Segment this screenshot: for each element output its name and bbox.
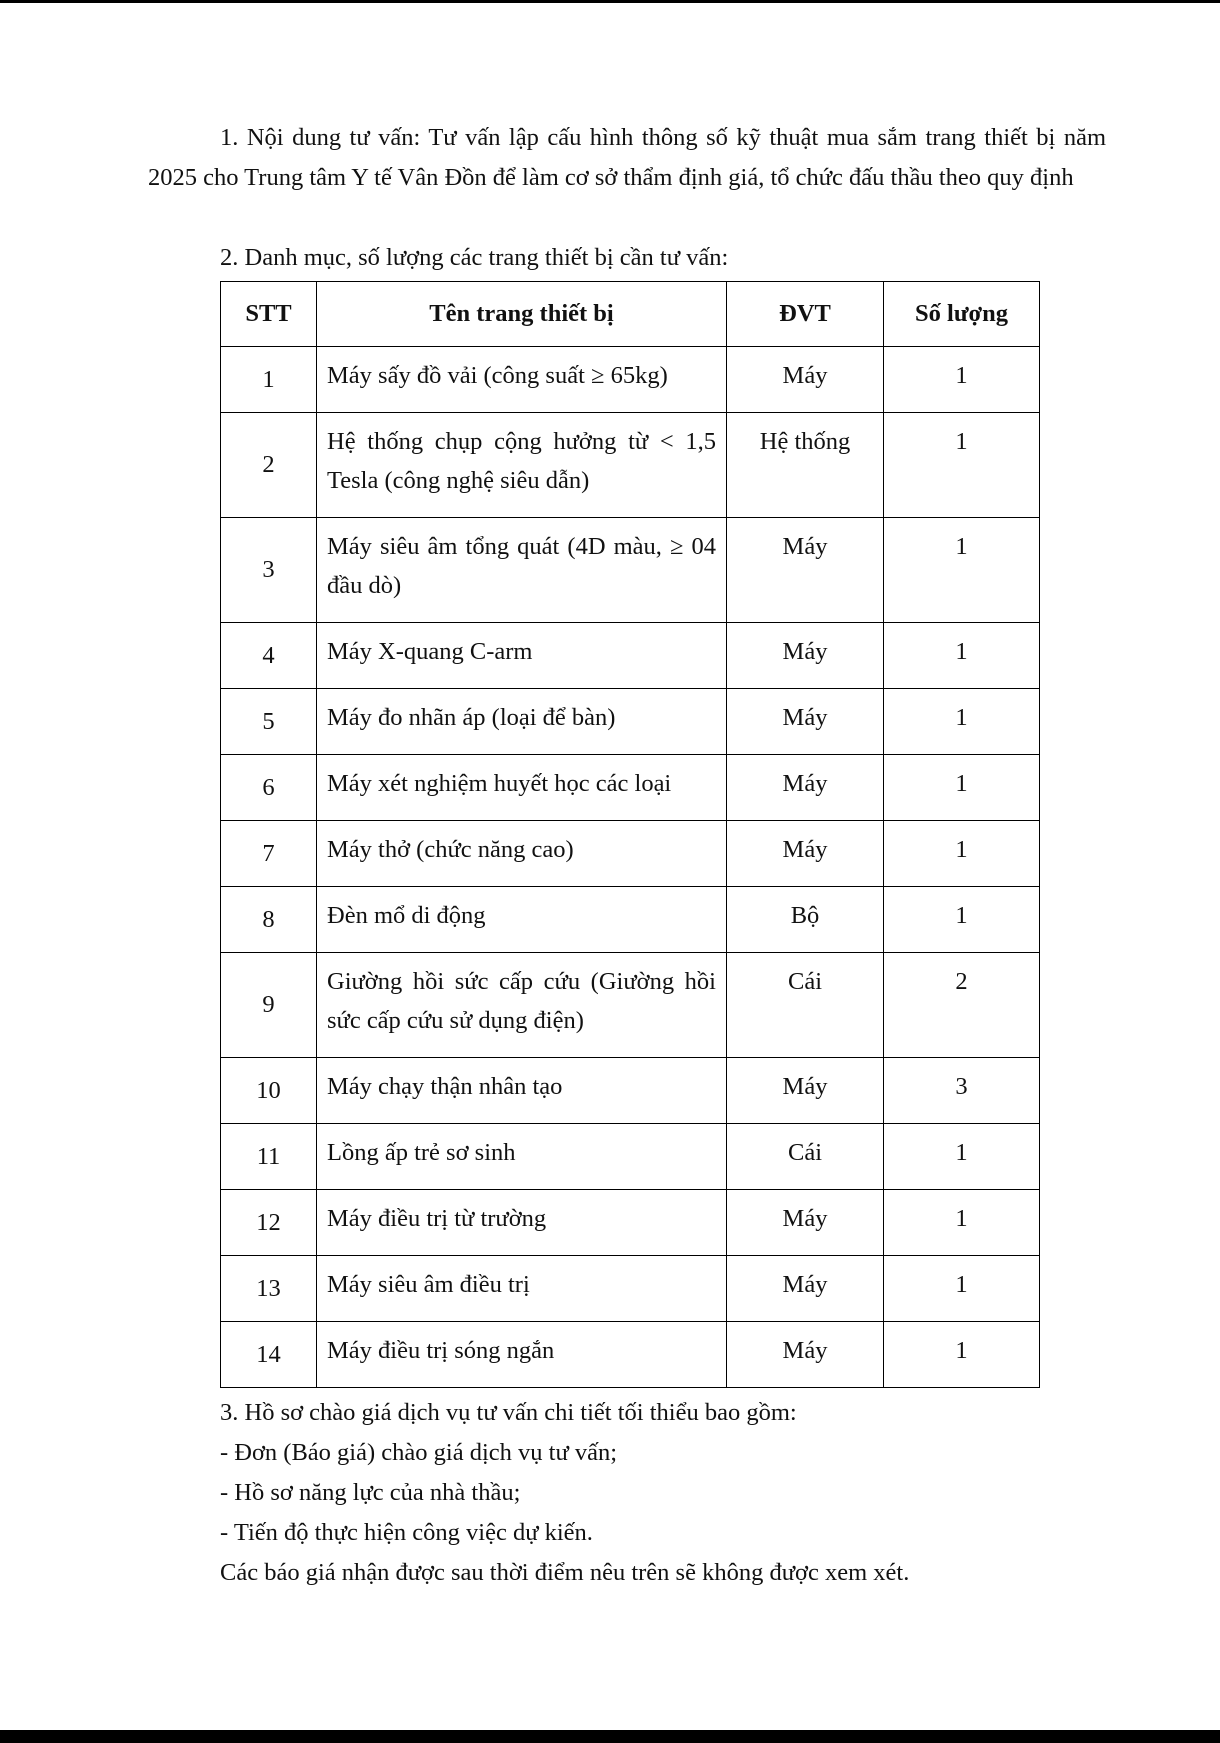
intro-paragraph: [148, 118, 1106, 198]
table-row: [221, 623, 1040, 689]
cell-qty: 1: [884, 1190, 1040, 1256]
cell-qty: 1: [884, 887, 1040, 953]
cell-name: Máy X-quang C-arm: [317, 623, 727, 689]
cell-qty: 1: [884, 689, 1040, 755]
cell-qty: 1: [884, 347, 1040, 413]
cell-qty: 1: [884, 1124, 1040, 1190]
cell-qty: 1: [884, 821, 1040, 887]
cell-stt: 1: [221, 347, 317, 413]
cell-name: Máy điều trị sóng ngắn: [317, 1322, 727, 1388]
cell-unit: Máy: [727, 689, 884, 755]
cell-qty: 1: [884, 755, 1040, 821]
cell-unit: Máy: [727, 821, 884, 887]
equipment-table: [220, 281, 1040, 1388]
table-row: [221, 1124, 1040, 1190]
table-row: [221, 1322, 1040, 1388]
requirement-item: - Đơn (Báo giá) chào giá dịch vụ tư vấn;: [220, 1439, 618, 1466]
header-name: Tên trang thiết bị: [317, 282, 727, 347]
cell-unit: Cái: [727, 953, 884, 1058]
header-qty: Số lượng: [884, 282, 1040, 347]
cell-unit: Cái: [727, 1124, 884, 1190]
cell-stt: 4: [221, 623, 317, 689]
table-row: [221, 887, 1040, 953]
cell-name: Máy thở (chức năng cao): [317, 821, 727, 887]
top-border: [0, 0, 1220, 3]
cell-stt: 8: [221, 887, 317, 953]
table-row: [221, 1256, 1040, 1322]
cell-stt: 12: [221, 1190, 317, 1256]
table-row: [221, 518, 1040, 623]
closing-note: Các báo giá nhận được sau thời điểm nêu trên sẽ không được xem xét.: [220, 1559, 910, 1586]
table-row: [221, 1190, 1040, 1256]
table-row: [221, 1058, 1040, 1124]
cell-name: Máy điều trị từ trường: [317, 1190, 727, 1256]
section-2-heading: 2. Danh mục, số lượng các trang thiết bị cần tư vấn:: [220, 244, 729, 271]
cell-stt: 3: [221, 518, 317, 623]
cell-unit: Máy: [727, 518, 884, 623]
cell-unit: Máy: [727, 1190, 884, 1256]
cell-stt: 10: [221, 1058, 317, 1124]
table-row: [221, 953, 1040, 1058]
table-row: [221, 413, 1040, 518]
cell-name: Đèn mổ di động: [317, 887, 727, 953]
table-header-row: [221, 282, 1040, 347]
cell-name: Hệ thống chụp cộng hưởng từ < 1,5 Tesla (công nghệ siêu dẫn): [317, 413, 727, 518]
cell-name: Máy xét nghiệm huyết học các loại: [317, 755, 727, 821]
cell-stt: 9: [221, 953, 317, 1058]
cell-qty: 1: [884, 518, 1040, 623]
requirement-item: - Tiến độ thực hiện công việc dự kiến.: [220, 1519, 593, 1546]
cell-unit: Máy: [727, 755, 884, 821]
requirement-item: - Hồ sơ năng lực của nhà thầu;: [220, 1479, 521, 1506]
cell-name: Giường hồi sức cấp cứu (Giường hồi sức cấp cứu sử dụng điện): [317, 953, 727, 1058]
cell-stt: 14: [221, 1322, 317, 1388]
cell-stt: 2: [221, 413, 317, 518]
bottom-border: [0, 1730, 1220, 1743]
cell-unit: Máy: [727, 623, 884, 689]
cell-unit: Máy: [727, 1256, 884, 1322]
cell-name: Máy sấy đồ vải (công suất ≥ 65kg): [317, 347, 727, 413]
cell-unit: Hệ thống: [727, 413, 884, 518]
cell-unit: Máy: [727, 1322, 884, 1388]
table-row: [221, 755, 1040, 821]
table-row: [221, 689, 1040, 755]
cell-qty: 1: [884, 1256, 1040, 1322]
intro-text: 1. Nội dung tư vấn: Tư vấn lập cấu hình thông số kỹ thuật mua sắm trang thiết bị năm 2025 cho Trung tâm Y tế Vân Đồn để làm cơ sở thẩm định giá, tổ chức đấu thầu theo quy định: [148, 124, 1106, 191]
cell-unit: Máy: [727, 347, 884, 413]
cell-stt: 5: [221, 689, 317, 755]
cell-name: Máy siêu âm điều trị: [317, 1256, 727, 1322]
header-stt: STT: [221, 282, 317, 347]
cell-name: Máy chạy thận nhân tạo: [317, 1058, 727, 1124]
table-row: [221, 347, 1040, 413]
section-3-heading: 3. Hồ sơ chào giá dịch vụ tư vấn chi tiết tối thiểu bao gồm:: [220, 1399, 797, 1426]
section-3: [220, 1393, 1120, 1593]
cell-stt: 6: [221, 755, 317, 821]
cell-name: Lồng ấp trẻ sơ sinh: [317, 1124, 727, 1190]
cell-qty: 1: [884, 623, 1040, 689]
cell-name: Máy siêu âm tổng quát (4D màu, ≥ 04 đầu dò): [317, 518, 727, 623]
cell-unit: Bộ: [727, 887, 884, 953]
cell-qty: 2: [884, 953, 1040, 1058]
cell-qty: 3: [884, 1058, 1040, 1124]
header-unit: ĐVT: [727, 282, 884, 347]
cell-qty: 1: [884, 1322, 1040, 1388]
cell-stt: 11: [221, 1124, 317, 1190]
cell-stt: 13: [221, 1256, 317, 1322]
cell-name: Máy đo nhãn áp (loại để bàn): [317, 689, 727, 755]
cell-qty: 1: [884, 413, 1040, 518]
cell-unit: Máy: [727, 1058, 884, 1124]
cell-stt: 7: [221, 821, 317, 887]
table-row: [221, 821, 1040, 887]
